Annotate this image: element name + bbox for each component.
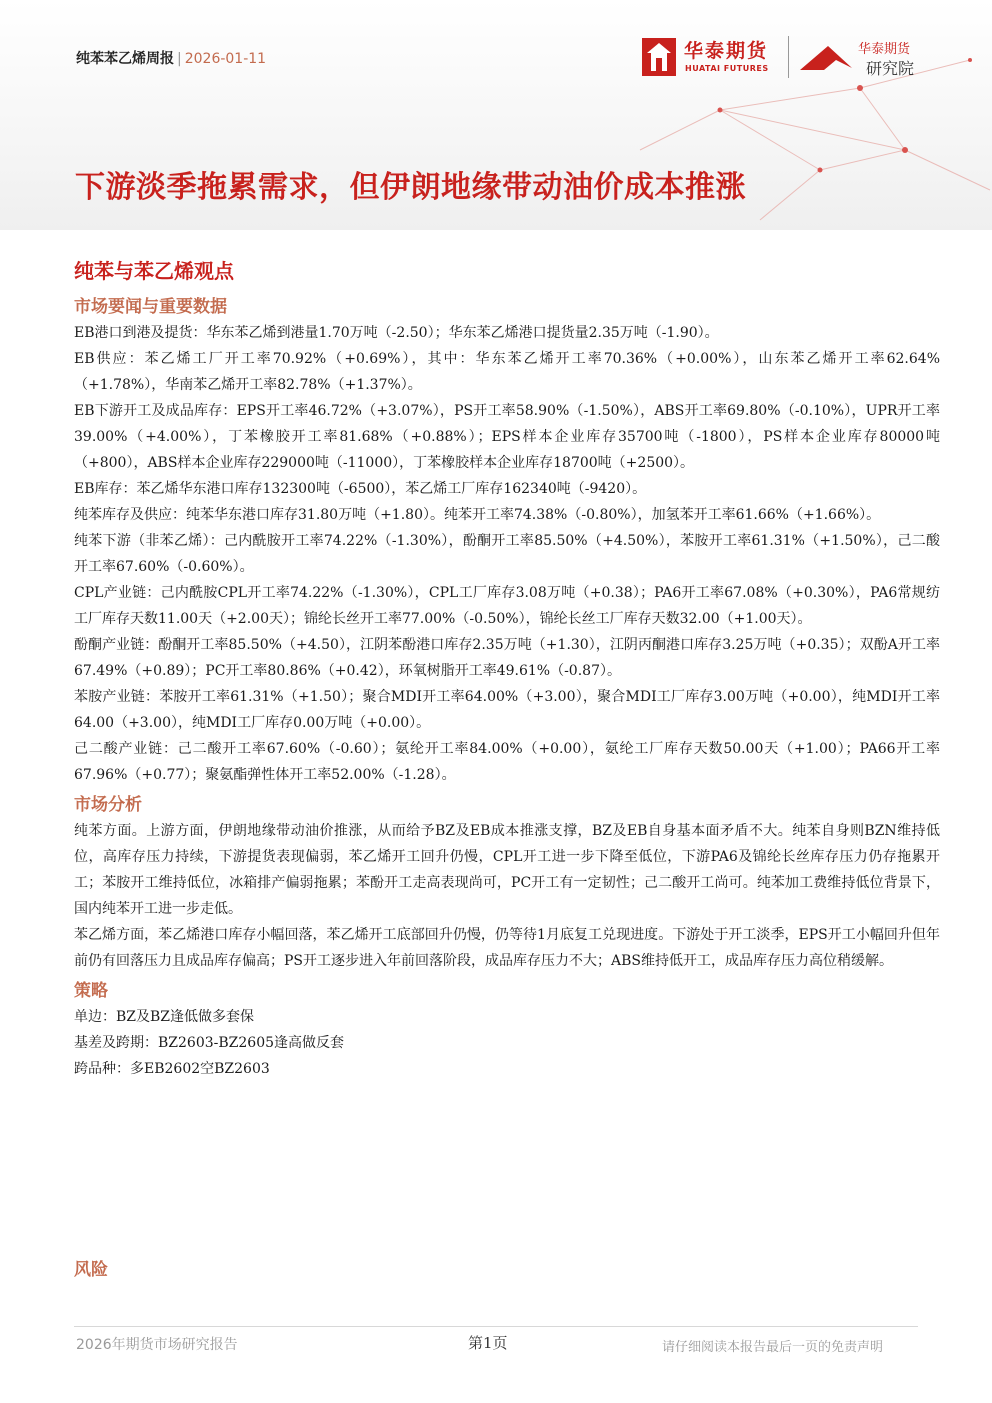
page-number: 第1页	[468, 1334, 508, 1352]
news-paragraph: 纯苯库存及供应：纯苯华东港口库存31.80万吨（+1.80）。纯苯开工率74.38%（-0.80%），加氢苯开工率61.66%（+1.66%）。	[74, 507, 881, 523]
news-heading: 市场要闻与重要数据	[74, 297, 227, 317]
strategy-item: 单边：BZ及BZ逢低做多套保	[74, 1009, 255, 1025]
disclaimer-note: 请仔细阅读本报告最后一页的免责声明	[662, 1340, 884, 1355]
label-separator: |	[177, 51, 182, 67]
news-paragraph: EB库存：苯乙烯华东港口库存132300吨（-6500），苯乙烯工厂库存162340吨（-9420）。	[74, 481, 647, 497]
news-paragraph: 苯胺产业链：苯胺开工率61.31%（+1.50）；聚合MDI开工率64.00%（+3.00），聚合MDI工厂库存3.00万吨（+0.00），纯MDI开工率64.00（+3.00），纯MDI工厂库存0.00万吨（+0.00）。	[74, 689, 940, 731]
logo-cn-text: 华泰期货	[684, 40, 769, 62]
section-title: 纯苯与苯乙烯观点	[74, 259, 234, 283]
news-paragraph: 纯苯下游（非苯乙烯）：己内酰胺开工率74.22%（-1.30%），酚酮开工率85.50%（+4.50%），苯胺开工率61.31%（+1.50%），己二酸开工率67.60%（-0.60%）。	[74, 533, 940, 575]
news-paragraph: 酚酮产业链：酚酮开工率85.50%（+4.50），江阴苯酚港口库存2.35万吨（+1.30），江阴丙酮港口库存3.25万吨（+0.35）；双酚A开工率67.49%（+0.89）；PC开工率80.86%（+0.42），环氧树脂开工率49.61%（-0.87）。	[74, 637, 940, 679]
report-body	[74, 258, 940, 1082]
strategy-heading: 策略	[74, 981, 108, 1001]
strategy-item: 基差及跨期：BZ2603-BZ2605逢高做反套	[74, 1035, 345, 1051]
report-label	[76, 48, 266, 68]
news-paragraph: 己二酸产业链：己二酸开工率67.60%（-0.60）；氨纶开工率84.00%（+0.00），氨纶工厂库存天数50.00天（+1.00）；PA66开工率67.96%（+0.77）；聚氨酯弹性体开工率52.00%（-1.28）。	[74, 741, 940, 783]
news-paragraph: EB港口到港及提货：华东苯乙烯到港量1.70万吨（-2.50）；华东苯乙烯港口提货量2.35万吨（-1.90）。	[74, 325, 719, 341]
analysis-heading: 市场分析	[74, 795, 142, 815]
report-title: 下游淡季拖累需求，但伊朗地缘带动油价成本推涨	[75, 170, 746, 205]
institute-line1: 华泰期货	[858, 42, 911, 57]
institute-logo-icon	[798, 40, 854, 78]
logo-en-text: HUATAI FUTURES	[685, 64, 769, 73]
report-date: 2026-01-11	[184, 51, 267, 67]
analysis-paragraph: 苯乙烯方面，苯乙烯港口库存小幅回落，苯乙烯开工底部回升仍慢，仍等待1月底复工兑现进度。下游处于开工淡季，EPS开工小幅回升但年前仍有回落压力且成品库存偏高；PS开工逐步进入年前回落阶段，成品库存压力不大；ABS维持低开工，成品库存压力高位稍缓解。	[74, 927, 940, 969]
news-paragraph: EB供应：苯乙烯工厂开工率70.92%（+0.69%），其中：华东苯乙烯开工率70.36%（+0.00%），山东苯乙烯开工率62.64%（+1.78%），华南苯乙烯开工率82.78%（+1.37%）。	[74, 351, 940, 393]
logo-divider	[788, 36, 789, 78]
huatai-logo-icon	[642, 38, 676, 76]
footer-report-type: 2026年期货市场研究报告	[76, 1337, 238, 1353]
risk-heading: 风险	[74, 1260, 108, 1280]
news-paragraph: CPL产业链：己内酰胺CPL开工率74.22%（-1.30%），CPL工厂库存3.08万吨（+0.38）；PA6开工率67.08%（+0.30%），PA6常规纺工厂库存天数11.00天（+2.00天）；锦纶长丝开工率77.00%（-0.50%），锦纶长丝工厂库存天数32.00（+1.00天）。	[74, 585, 940, 627]
research-institute-logo	[798, 36, 928, 80]
analysis-paragraph: 纯苯方面。上游方面，伊朗地缘带动油价推涨，从而给予BZ及EB成本推涨支撑，BZ及EB自身基本面矛盾不大。纯苯自身则BZN维持低位，高库存压力持续，下游提货表现偏弱，苯乙烯开工回升仍慢，CPL开工进一步下降至低位，下游PA6及锦纶长丝库存压力仍存拖累开工；苯胺开工维持低位，冰箱排产偏弱拖累；苯酚开工走高表现尚可，PC开工有一定韧性；己二酸开工尚可。纯苯加工费维持低位背景下，国内纯苯开工进一步走低。	[74, 823, 940, 917]
strategy-item: 跨品种：多EB2602空BZ2603	[74, 1061, 270, 1077]
huatai-futures-logo	[642, 36, 782, 80]
news-paragraph: EB下游开工及成品库存：EPS开工率46.72%（+3.07%），PS开工率58.90%（-1.50%），ABS开工率69.80%（-0.10%），UPR开工率39.00%（+4.00%），丁苯橡胶开工率81.68%（+0.88%）；EPS样本企业库存35700吨（-1800），PS样本企业库存80000吨（+800），ABS样本企业库存229000吨（-11000），丁苯橡胶样本企业库存18700吨（+2500）。	[74, 403, 940, 471]
report-series: 纯苯苯乙烯周报	[76, 51, 174, 67]
footer-divider	[74, 1326, 918, 1327]
institute-line2: 研究院	[866, 59, 915, 78]
